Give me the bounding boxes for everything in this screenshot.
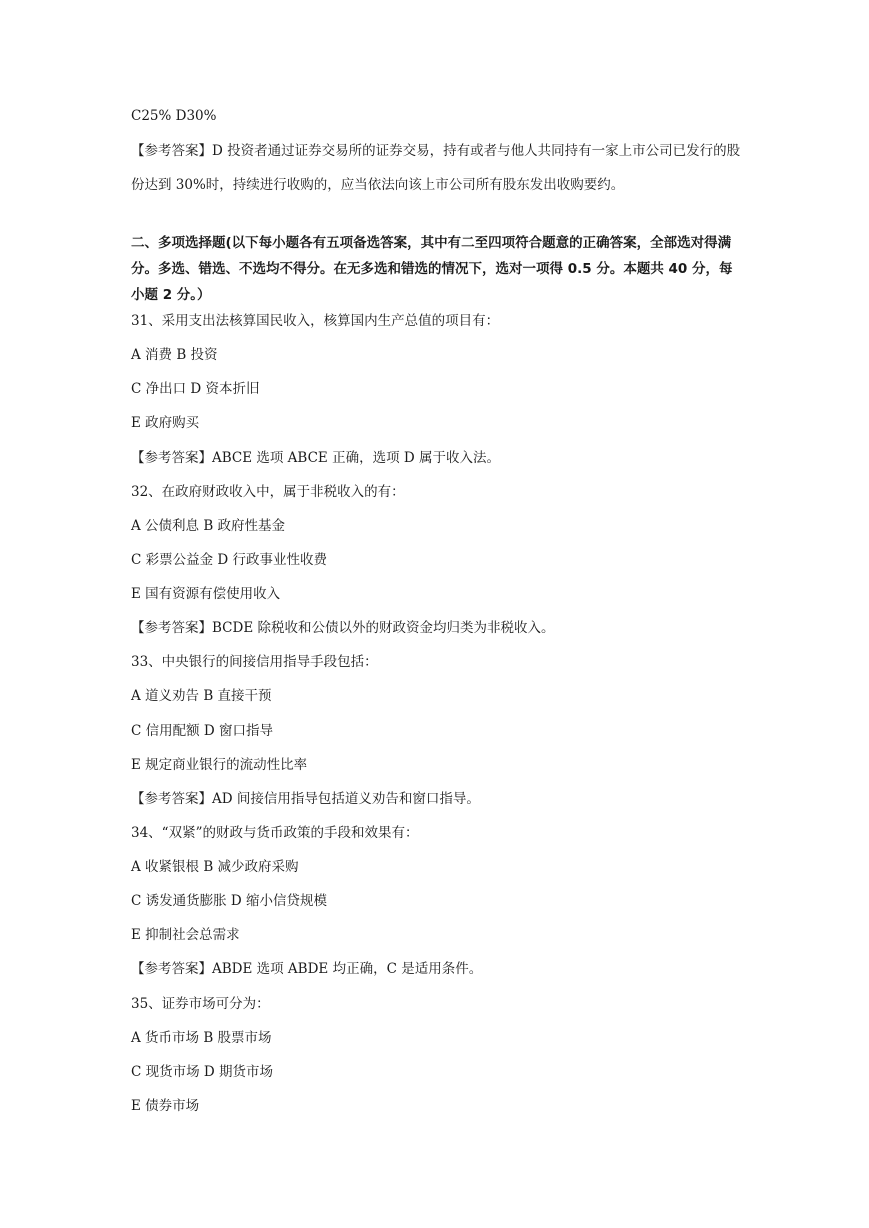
question-33-answer: 【参考答案】AD 间接信用指导包括道义劝告和窗口指导。 [131, 791, 480, 807]
question-31-answer: 【参考答案】ABCE 选项 ABCE 正确，选项 D 属于收入法。 [131, 450, 500, 466]
question-32-options-ab: A 公债利息 B 政府性基金 [131, 518, 286, 534]
question-31-option-e: E 政府购买 [131, 415, 200, 431]
question-33-options-cd: C 信用配额 D 窗口指导 [131, 723, 274, 739]
question-32-options-cd: C 彩票公益金 D 行政事业性收费 [131, 552, 328, 568]
question-31-options-ab: A 消费 B 投资 [131, 347, 218, 363]
answer-q30: 【参考答案】D 投资者通过证券交易所的证券交易，持有或者与他人共同持有一家上市公司已发行的股份达到 30%时，持续进行收购的，应当依法向该上市公司所有股东发出收购要约。 [131, 143, 741, 193]
question-31-stem: 31、采用支出法核算国民收入，核算国内生产总值的项目有： [131, 313, 500, 329]
question-34-stem: 34、“双紧”的财政与货币政策的手段和效果有： [131, 825, 419, 841]
question-33-option-e: E 规定商业银行的流动性比率 [131, 757, 308, 773]
question-35-options-ab: A 货币市场 B 股票市场 [131, 1030, 272, 1046]
question-34-option-e: E 抑制社会总需求 [131, 927, 240, 943]
question-33-options-ab: A 道义劝告 B 直接干预 [131, 688, 272, 704]
options-c-d-q30: C25% D30% [131, 108, 217, 124]
section-heading-multiple-choice: 二、多项选择题(以下每小题各有五项备选答案，其中有二至四项符合题意的正确答案，全部选对得满分。多选、错选、不选均不得分。在无多选和错选的情况下，选对一项得 0.5 分。本题共 40 分，每小题 2 分。） [131, 235, 733, 303]
question-35-option-e: E 债券市场 [131, 1098, 200, 1114]
question-33-stem: 33、中央银行的间接信用指导手段包括： [131, 654, 378, 670]
question-32-stem: 32、在政府财政收入中，属于非税收入的有： [131, 484, 405, 500]
question-35-stem: 35、证券市场可分为： [131, 996, 270, 1012]
question-32-option-e: E 国有资源有偿使用收入 [131, 586, 281, 602]
question-31-options-cd: C 净出口 D 资本折旧 [131, 381, 260, 397]
question-34-answer: 【参考答案】ABDE 选项 ABDE 均正确，C 是适用条件。 [131, 961, 483, 977]
question-35-options-cd: C 现货市场 D 期货市场 [131, 1064, 274, 1080]
question-34-options-cd: C 诱发通货膨胀 D 缩小信贷规模 [131, 893, 328, 909]
question-34-options-ab: A 收紧银根 B 减少政府采购 [131, 859, 299, 875]
question-32-answer: 【参考答案】BCDE 除税收和公债以外的财政资金均归类为非税收入。 [131, 620, 555, 636]
